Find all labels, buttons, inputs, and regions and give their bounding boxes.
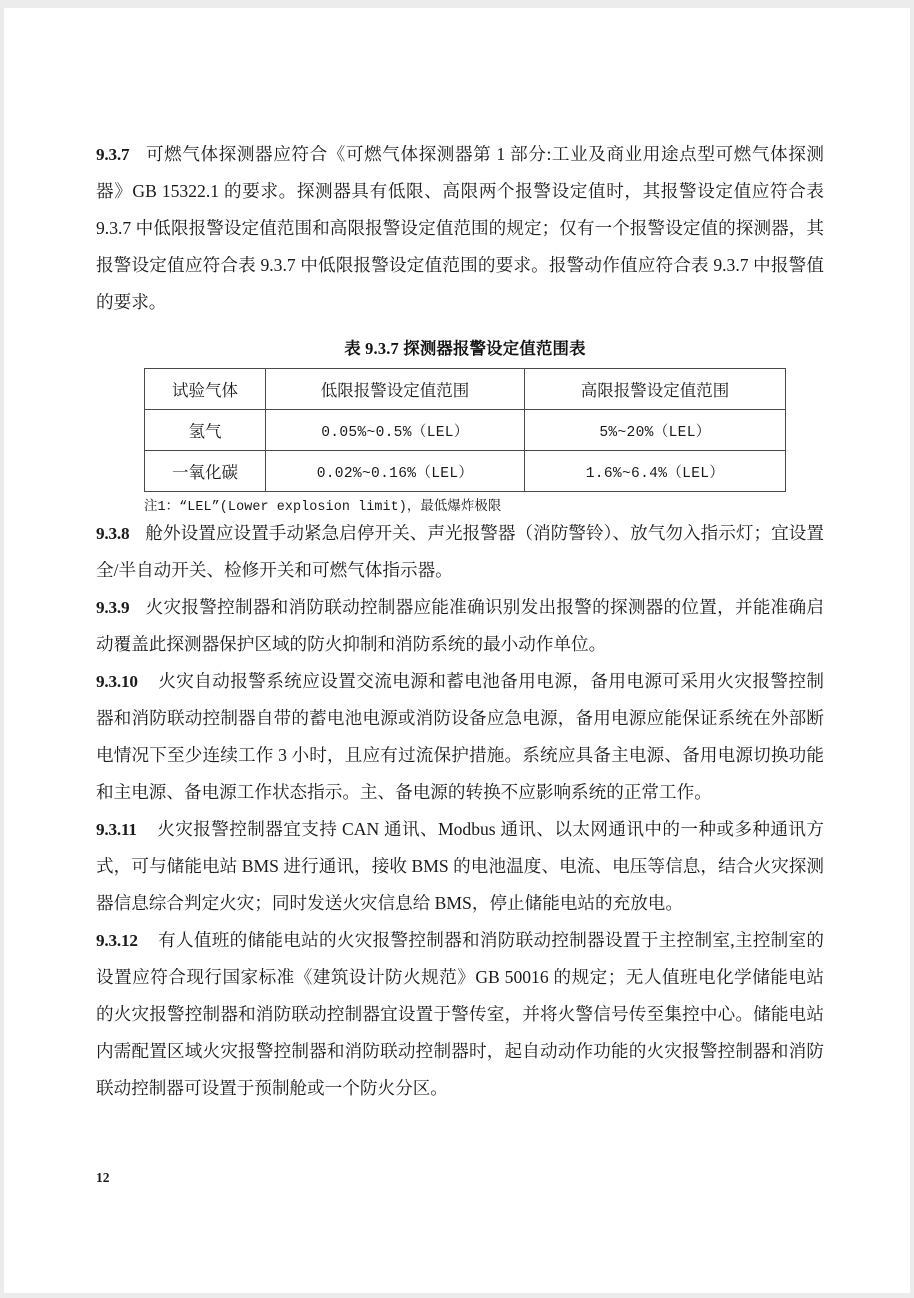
table-row	[145, 410, 786, 451]
paragraph-9-3-11	[96, 811, 824, 922]
paragraph-number-9-3-11: 9.3.11	[96, 820, 137, 839]
page-content	[96, 136, 824, 1107]
table-cell-low-hydrogen: 0.05%~0.5%（LEL）	[266, 410, 525, 451]
table-title: 表 9.3.7 探测器报警设定值范围表	[344, 339, 586, 358]
paragraph-number-9-3-12: 9.3.12	[96, 931, 138, 950]
table-note: 注1：“LEL”(Lower explosion limit)，最低爆炸极限	[144, 500, 502, 515]
table-header-row	[145, 369, 786, 410]
table-cell-high-carbon-monoxide: 1.6%~6.4%（LEL）	[525, 451, 786, 492]
table-cell-gas-hydrogen: 氢气	[145, 410, 266, 451]
paragraph-text-9-3-9: 火灾报警控制器和消防联动控制器应能准确识别发出报警的探测器的位置，并能准确启动覆盖此探测器保护区域的防火抑制和消防系统的最小动作单位。	[96, 597, 824, 654]
paragraph-text-9-3-8: 舱外设置应设置手动紧急启停开关、声光报警器（消防警铃）、放气勿入指示灯；宜设置全/半自动开关、检修开关和可燃气体指示器。	[96, 523, 824, 580]
paragraph-text-9-3-12: 有人值班的储能电站的火灾报警控制器和消防联动控制器设置于主控制室,主控制室的设置应符合现行国家标准《建筑设计防火规范》GB 50016 的规定；无人值班电化学储能电站的火灾报警控制器和消防联动控制器宜设置于警传室，并将火警信号传至集控中心。储能电站内需配置区域火灾报警控制器和消防联动控制器时，起自动动作功能的火灾报警控制器和消防联动控制器可设置于预制舱或一个防火分区。	[96, 930, 824, 1098]
table-cell-low-carbon-monoxide: 0.02%~0.16%（LEL）	[266, 451, 525, 492]
table-cell-gas-carbon-monoxide: 一氧化碳	[145, 451, 266, 492]
paragraph-number-9-3-8: 9.3.8	[96, 524, 130, 543]
table-header-low-range: 低限报警设定值范围	[266, 369, 525, 410]
table-cell-high-hydrogen: 5%~20%（LEL）	[525, 410, 786, 451]
detector-alarm-range-table	[144, 368, 786, 492]
paragraph-number-9-3-7: 9.3.7	[96, 145, 130, 164]
paragraph-number-9-3-9: 9.3.9	[96, 598, 130, 617]
paragraph-text-9-3-10: 火灾自动报警系统应设置交流电源和蓄电池备用电源，备用电源可采用火灾报警控制器和消防联动控制器自带的蓄电池电源或消防设备应急电源，备用电源应能保证系统在外部断电情况下至少连续工作 3 小时，且应有过流保护措施。系统应具备主电源、备用电源切换功能和主电源、备电源工作状态指示。主、备电源的转换不应影响系统的正常工作。	[96, 671, 824, 802]
paragraph-9-3-9	[96, 589, 824, 663]
paragraph-text-9-3-11: 火灾报警控制器宜支持 CAN 通讯、Modbus 通讯、以太网通讯中的一种或多种通讯方式，可与储能电站 BMS 进行通讯，接收 BMS 的电池温度、电流、电压等信息，结合火灾探测器信息综合判定火灾；同时发送火灾信息给 BMS，停止储能电站的充放电。	[96, 819, 824, 913]
page-number: 12	[96, 1170, 110, 1185]
document-page	[4, 8, 910, 1293]
paragraph-9-3-10	[96, 663, 824, 811]
paragraph-text-9-3-7: 可燃气体探测器应符合《可燃气体探测器第 1 部分:工业及商业用途点型可燃气体探测器》GB 15322.1 的要求。探测器具有低限、高限两个报警设定值时，其报警设定值应符合表 9.3.7 中低限报警设定值范围和高限报警设定值范围的规定；仅有一个报警设定值的探测器，其报警设定值应符合表 9.3.7 中低限报警设定值范围的要求。报警动作值应符合表 9.3.7 中报警值的要求。	[96, 144, 824, 312]
paragraph-9-3-7	[96, 136, 824, 321]
table-header-high-range: 高限报警设定值范围	[525, 369, 786, 410]
paragraph-number-9-3-10: 9.3.10	[96, 672, 138, 691]
table-block-9-3-7	[96, 335, 824, 515]
paragraph-9-3-12	[96, 922, 824, 1107]
table-row	[145, 451, 786, 492]
paragraph-9-3-8	[96, 515, 824, 589]
table-header-gas: 试验气体	[145, 369, 266, 410]
